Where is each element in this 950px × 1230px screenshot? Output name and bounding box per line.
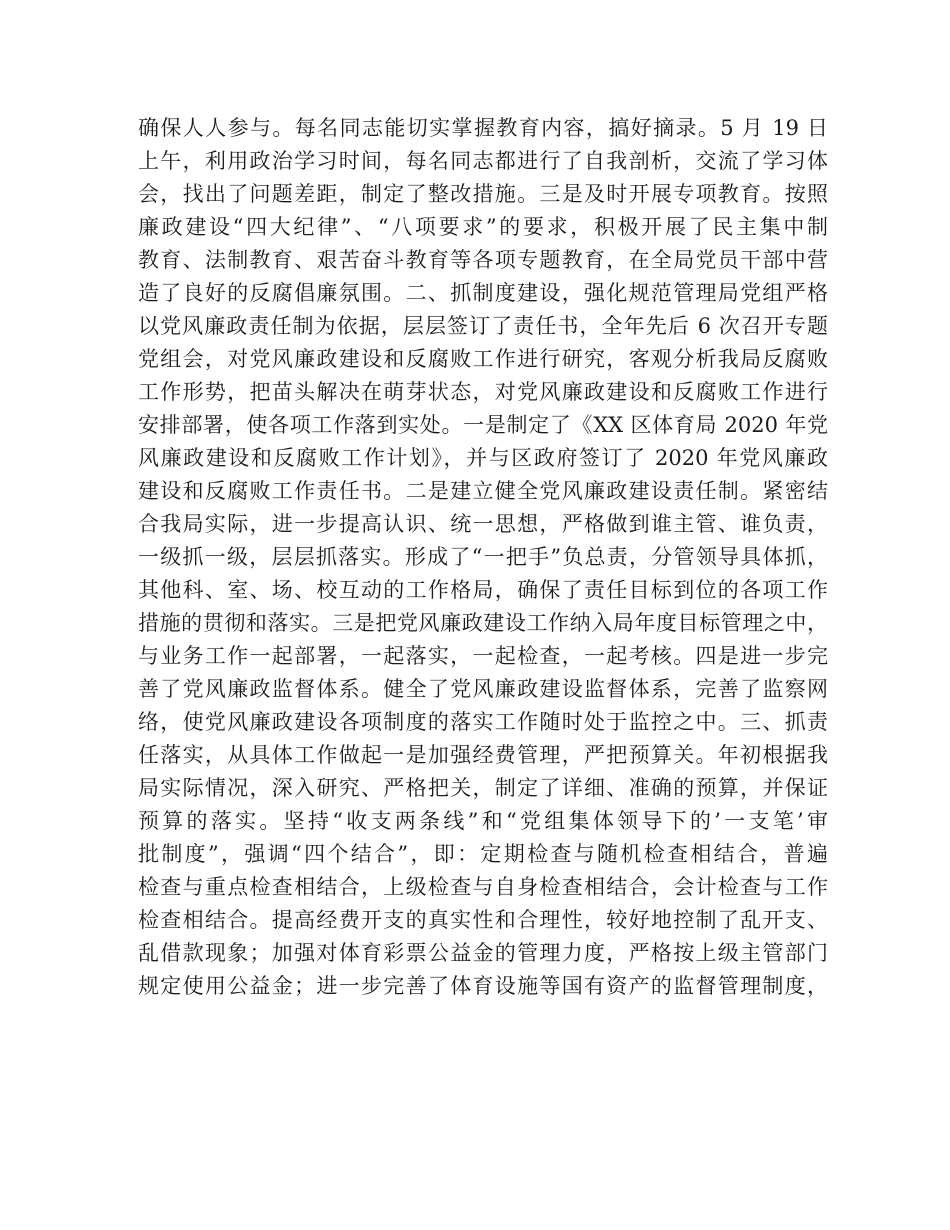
text-line: 以党风廉政责任制为依据，层层签订了责任书，全年先后 6 次召开专题 (138, 314, 828, 338)
text-line: 善了党风廉政监督体系。健全了党风廉政建设监督体系，完善了监察网 (138, 677, 828, 701)
text-line: 安排部署，使各项工作落到实处。一是制定了《XX 区体育局 2020 年党 (138, 413, 828, 437)
text-line: 乱借款现象；加强对体育彩票公益金的管理力度，严格按上级主管部门 (138, 941, 828, 965)
body-text (138, 112, 828, 1003)
text-line: 任落实，从具体工作做起一是加强经费管理，严把预算关。年初根据我 (138, 743, 828, 767)
text-line: 预算的落实。坚持“收支两条线”和“党组集体领导下的’一支笔’审 (138, 809, 828, 833)
text-line: 风廉政建设和反腐败工作计划》，并与区政府签订了 2020 年党风廉政 (138, 446, 828, 470)
text-line: 廉政建设“四大纪律”、“八项要求”的要求，积极开展了民主集中制 (138, 215, 828, 239)
text-line: 局实际情况，深入研究、严格把关，制定了详细、准确的预算，并保证 (138, 776, 828, 800)
text-line: 其他科、室、场、校互动的工作格局，确保了责任目标到位的各项工作 (138, 578, 828, 602)
text-line: 络，使党风廉政建设各项制度的落实工作随时处于监控之中。三、抓责 (138, 710, 828, 734)
text-line: 合我局实际，进一步提高认识、统一思想，严格做到谁主管、谁负责， (138, 512, 828, 536)
text-line: 上午，利用政治学习时间，每名同志都进行了自我剖析，交流了学习体 (138, 149, 828, 173)
text-line: 措施的贯彻和落实。三是把党风廉政建设工作纳入局年度目标管理之中， (138, 611, 828, 635)
text-line: 确保人人参与。每名同志能切实掌握教育内容，搞好摘录。5 月 19 日 (138, 116, 828, 140)
text-line: 建设和反腐败工作责任书。二是建立健全党风廉政建设责任制。紧密结 (138, 479, 828, 503)
text-line: 批制度”，强调“四个结合”，即：定期检查与随机检查相结合，普遍 (138, 842, 828, 866)
text-line: 检查与重点检查相结合，上级检查与自身检查相结合，会计检查与工作 (138, 875, 828, 899)
text-line: 工作形势，把苗头解决在萌芽状态，对党风廉政建设和反腐败工作进行 (138, 380, 828, 404)
text-line: 造了良好的反腐倡廉氛围。二、抓制度建设，强化规范管理局党组严格 (138, 281, 828, 305)
text-line: 党组会，对党风廉政建设和反腐败工作进行研究，客观分析我局反腐败 (138, 347, 828, 371)
text-line: 教育、法制教育、艰苦奋斗教育等各项专题教育，在全局党员干部中营 (138, 248, 828, 272)
text-line: 规定使用公益金；进一步完善了体育设施等国有资产的监督管理制度， (138, 974, 828, 998)
text-line: 检查相结合。提高经费开支的真实性和合理性，较好地控制了乱开支、 (138, 908, 828, 932)
text-line: 会，找出了问题差距，制定了整改措施。三是及时开展专项教育。按照 (138, 182, 828, 206)
text-line: 与业务工作一起部署，一起落实，一起检查，一起考核。四是进一步完 (138, 644, 828, 668)
text-line: 一级抓一级，层层抓落实。形成了“一把手”负总责，分管领导具体抓， (138, 545, 828, 569)
